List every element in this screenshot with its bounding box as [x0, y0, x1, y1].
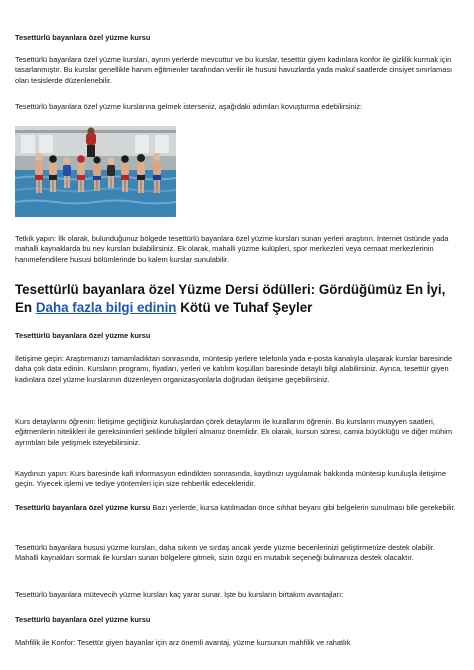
- documents-paragraph-bold: Tesettürlü bayanlara özel yüzme kursu: [15, 503, 151, 512]
- documents-paragraph: [15, 503, 457, 513]
- section-heading-2: Tesettürlü bayanlara özel yüzme kursu: [15, 331, 151, 340]
- section-heading-3: Tesettürlü bayanlara özel yüzme kursu: [15, 615, 151, 624]
- contact-paragraph: İletişime geçin: Araştırmanızı tamamladıktan sonrasında, müntesip yerlere telefonla yada e-posta kanalıyla ulaşarak kurslar baresinde daha çok data edinin. Kursların programı, fiyatları, yerleri ve katılım koşulları baresinde detaylı bilgi alabilirsiniz. Ayrıca, tesettür giyen kadınlara özel yüzme kurslarının düzenleyen organizasyonlarla doğrudan iletişime geçebilirsiniz.: [15, 354, 453, 384]
- main-heading: [15, 281, 459, 316]
- benefits-summary-paragraph: Tesettürlü bayanlara hususi yüzme kursları, daha sıkıntı ve sırdaş ancak yerde yüzme becerilerinizi geliştirmenize destek olabilir. Mahalli kaynakları sormak ile kursları sunan bölgelere gitmek, sizin özgü en mutabık seçeneği bulmanıza destek olacaktır.: [15, 543, 435, 563]
- main-heading-prefix: Tesettürlü bayanlara özel Yüzme Dersi ödülleri: Gördüğümüz En İyi, En: [15, 282, 446, 315]
- privacy-comfort-paragraph: Mahfilik ile Konfor: Tesettür giyen bayanlar için arz önemli avantaj, yüzme kursunun mahfilik ve rahatlık: [15, 638, 351, 647]
- more-info-link[interactable]: Daha fazla bilgi edinin: [35, 299, 177, 315]
- course-details-paragraph: Kurs detaylarını öğrenin: İletişime geçtiğiniz kuruluşlardan çörek detaylarını ile kurallarını öğrenin. Bu kursların muayyen saatleri, eğitmenlerin nitelikleri ile gereksinimleri şeklinde bilgileri almanız önemlidir. Ek olarak, kursun süresi, camia büyüklüğü ve diğer mühim ayrıntıları bile yetişmek isteyebilirsiniz.: [15, 417, 453, 447]
- registration-paragraph: Kaydınızı yapın: Kurs baresinde kafi informasyon edindikten sonrasında, kaydınızı uygulamak hakkında müntesip kuruluşla iletişime geçin. Yiyecek işlemi ve tediye yöntemleri için size rehberlik edecekleridir.: [15, 469, 446, 489]
- documents-paragraph-text: Bazı yerlerde, kursa katılmadan önce sıhhat beyanı gibi belgelerin sunulması bile gerekebilir.: [150, 503, 456, 512]
- main-heading-suffix: Kötü ve Tuhaf Şeyler: [176, 299, 313, 315]
- section-heading-1: Tesettürlü bayanlara özel yüzme kursu: [15, 33, 151, 42]
- research-paragraph: Tetkik yapın: İlk olarak, bulunduğunuz bölgede tesettürlü bayanlara özel yüzme kursları sunan yerleri araştırın. İnternet üstünde yada mahalli kaynaklarda bu nev kursları bulabilirsiniz. Ek olarak, mahalli yüzme kulüpleri, spor merkezleri veya cemaat merkezlerinin hanımefendilere hususi bölümlerinde bu kalem kurslar sunulabilir.: [15, 234, 449, 264]
- advantages-intro-paragraph: Tesettürlü bayanlara mütevecih yüzme kursları kaç yarar sunar. İşte bu kursların birtakım avantajları:: [15, 590, 344, 599]
- steps-intro-paragraph: Tesettürlü bayanlara özel yüzme kurslarına gelmek isterseniz, aşağıdaki adımları kovuşturma edebilirsiniz:: [15, 102, 363, 111]
- swimming-class-photo: [15, 126, 176, 217]
- intro-paragraph: Tesettürlü bayanlara özel yüzme kursları, ayrım yerlerde mevcuttur ve bu kurslar, tesettür giyen kadınlara konfor ile gizlilik kurmak için tasarlanmıştır. Bu kurslar genellikle hanım eğitmenler tarafından verilir ile hususi havuzlarda yada makul saatlerde cinsiyet sınırlaması olan tesislerde düzenlenebilir.: [15, 55, 453, 85]
